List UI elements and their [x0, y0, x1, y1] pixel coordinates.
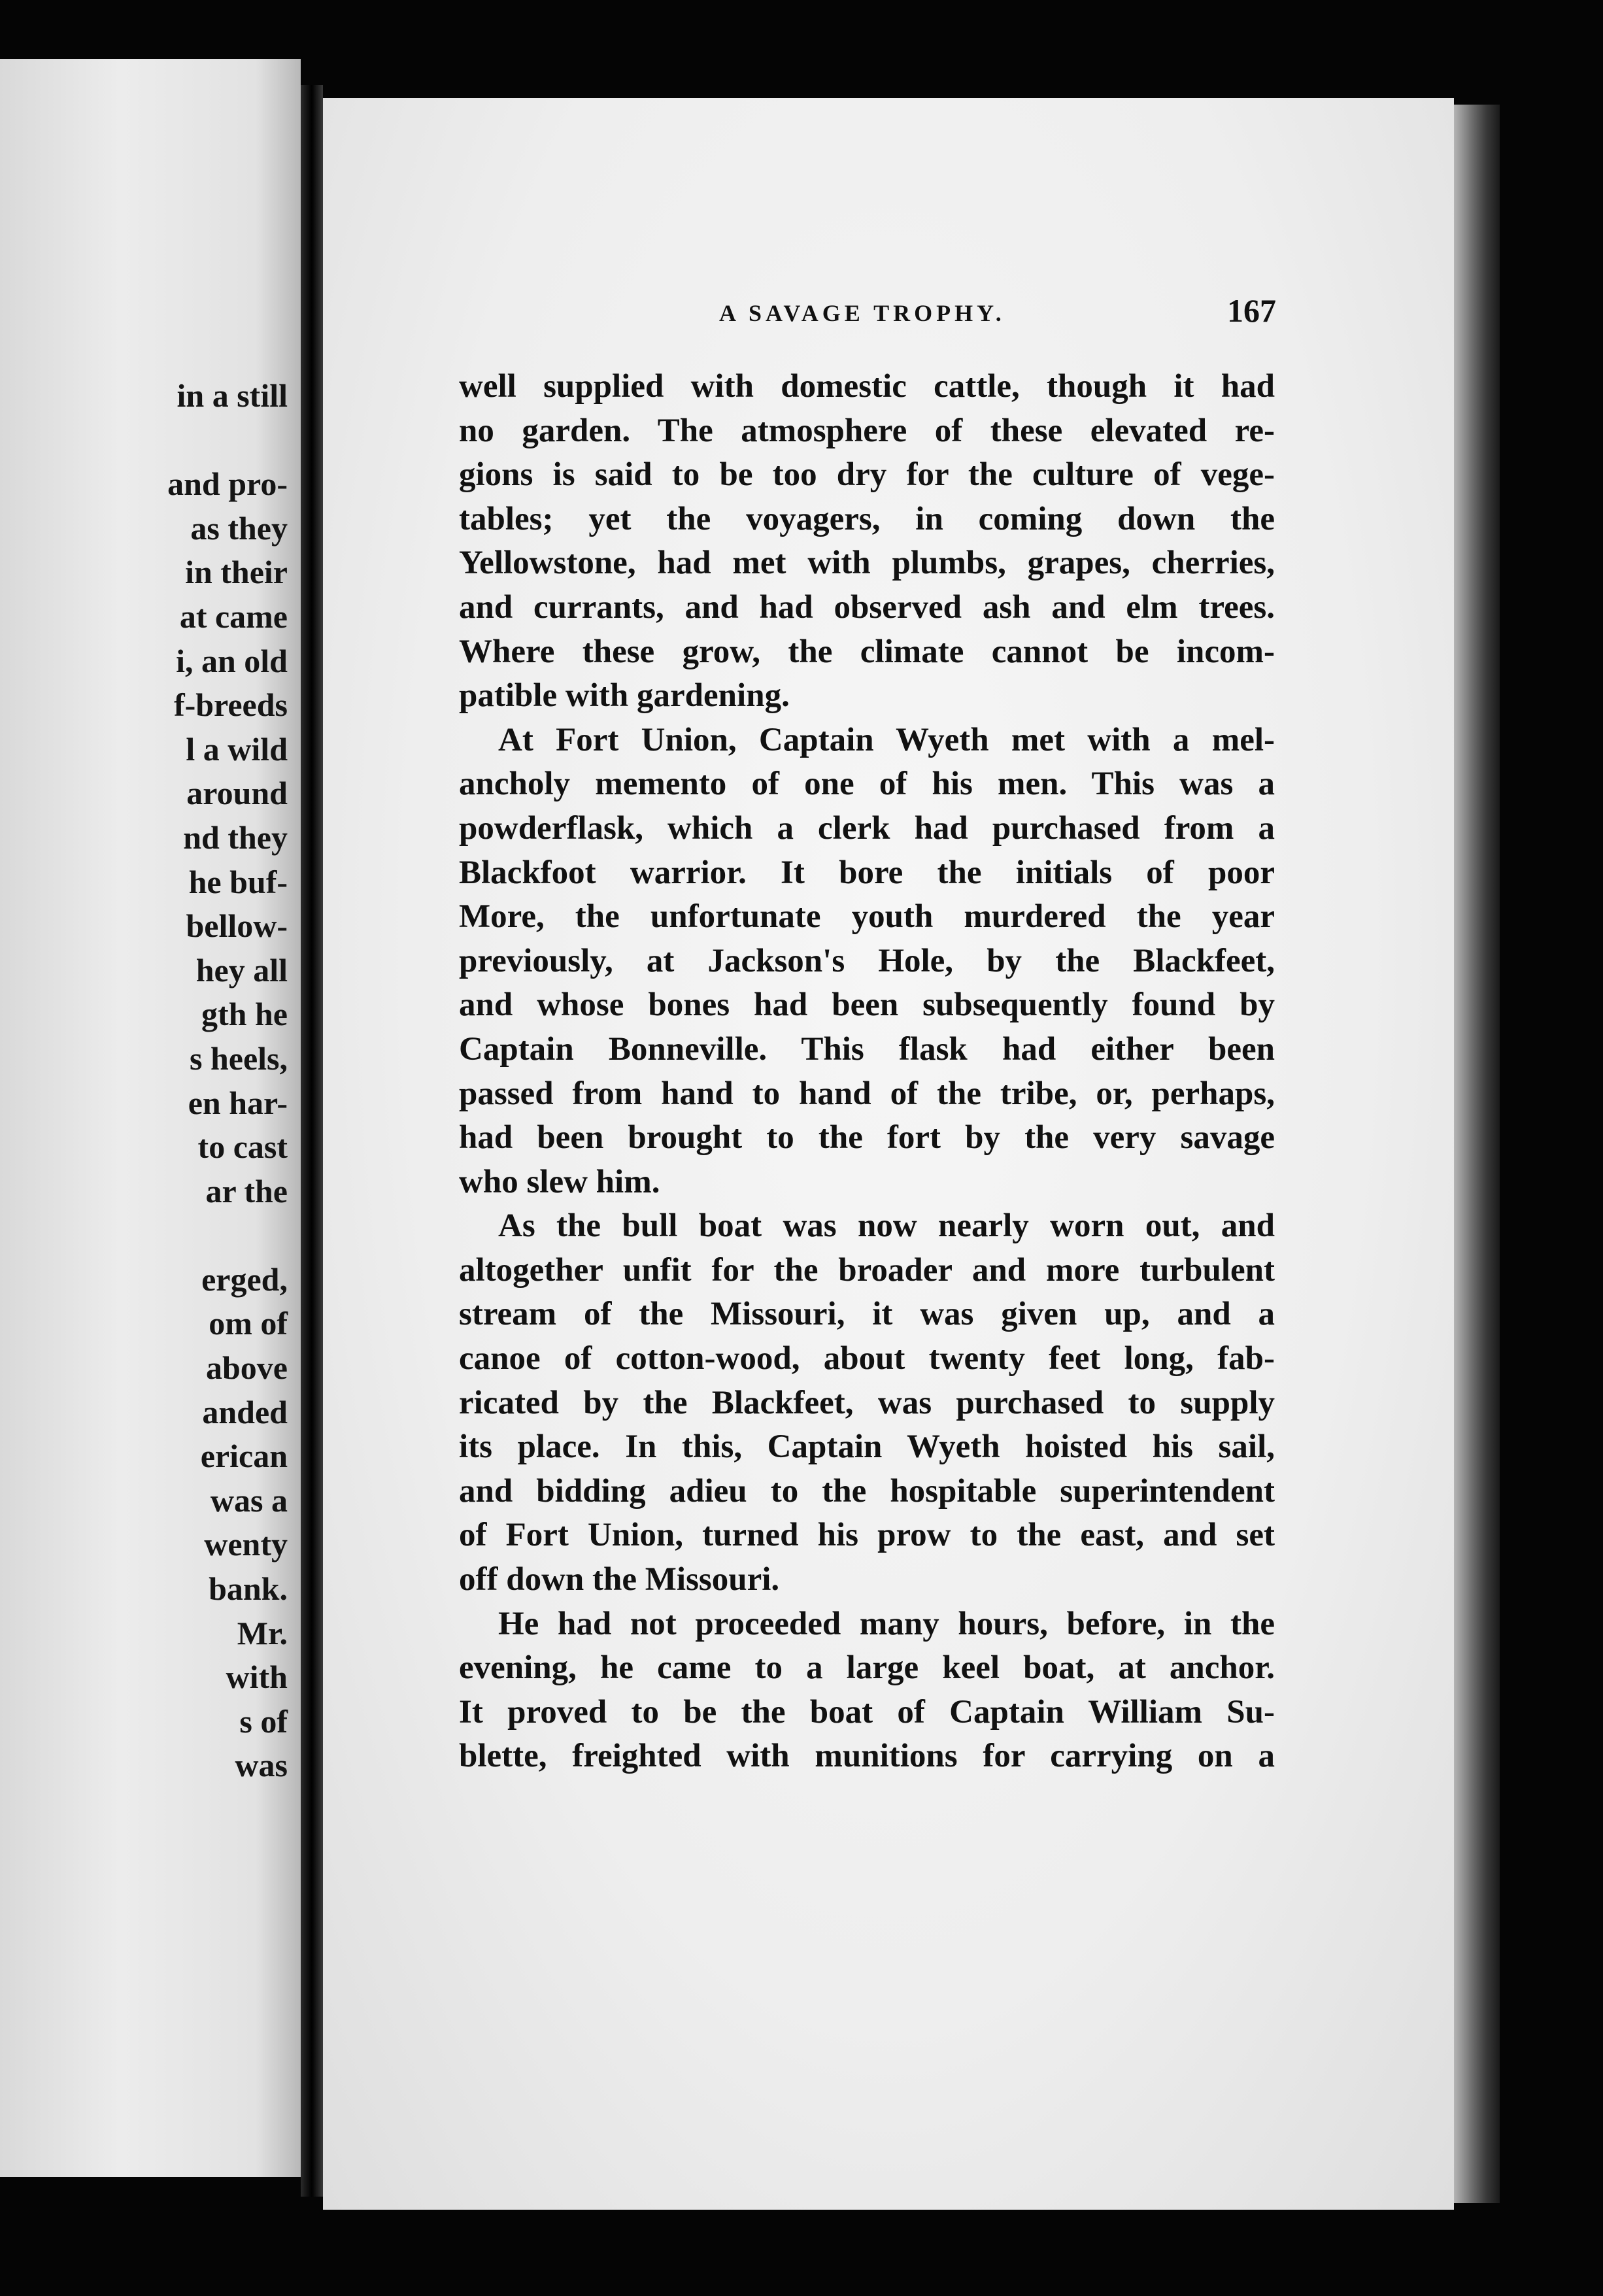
text-line: ancholy memento of one of his men. This was a — [459, 766, 1275, 803]
previous-page-line: nd they — [183, 819, 288, 856]
text-line: evening, he came to a large keel boat, at anchor. — [459, 1649, 1275, 1687]
paragraph — [459, 1204, 1275, 1602]
text-line: canoe of cotton-wood, about twenty feet long, fab- — [459, 1340, 1275, 1377]
previous-page-line: anded — [202, 1393, 288, 1430]
text-line: stream of the Missouri, it was given up, and a — [459, 1296, 1275, 1333]
previous-page-text — [0, 374, 288, 1788]
text-line: Blackfoot warrior. It bore the initials of poor — [459, 854, 1275, 891]
previous-page-line: gth he — [201, 996, 288, 1033]
previous-page-line: s of — [239, 1702, 288, 1740]
text-line: Captain Bonneville. This flask had either been — [459, 1030, 1275, 1068]
text-line: More, the unfortunate youth murdered the year — [459, 898, 1275, 936]
text-line: It proved to be the boat of Captain William Su- — [459, 1693, 1275, 1730]
book-gutter — [301, 85, 323, 2197]
text-line: As the bull boat was now nearly worn out, and — [498, 1207, 1275, 1245]
previous-page-line: en har- — [188, 1084, 288, 1121]
previous-page-line: in their — [185, 554, 288, 591]
previous-page-line: i, an old — [176, 642, 288, 679]
text-line: At Fort Union, Captain Wyeth met with a mel- — [498, 721, 1275, 758]
previous-page-line: hey all — [195, 951, 288, 988]
previous-page-line: s heels, — [190, 1039, 288, 1077]
text-line: no garden. The atmosphere of these elevated re- — [459, 412, 1275, 449]
paragraph — [459, 1602, 1275, 1779]
text-line: He had not proceeded many hours, before, in the — [498, 1605, 1275, 1642]
previous-page-line: was a — [210, 1481, 288, 1519]
previous-page-line: in a still — [177, 377, 288, 414]
text-line: gions is said to be too dry for the culture of vege- — [459, 456, 1275, 494]
paragraph — [459, 718, 1275, 1205]
text-line: powderflask, which a clerk had purchased from a — [459, 809, 1275, 847]
previous-page-line: was — [235, 1747, 288, 1784]
previous-page-line: ar the — [205, 1172, 288, 1209]
text-line: had been brought to the fort by the very savage — [459, 1119, 1275, 1156]
text-line: Where these grow, the climate cannot be incom- — [459, 633, 1275, 670]
previous-page-line: to cast — [197, 1128, 288, 1166]
previous-page-line: f-breeds — [173, 686, 288, 724]
previous-page-line: and pro- — [167, 465, 288, 503]
previous-page-line: l a wild — [186, 730, 288, 768]
text-line: ricated by the Blackfeet, was purchased to supply — [459, 1384, 1275, 1421]
previous-page-line: Mr. — [237, 1614, 288, 1651]
page-fore-edge — [1454, 105, 1500, 2203]
text-line: patible with gardening. — [459, 677, 790, 715]
previous-page-line — [0, 418, 288, 463]
previous-page-line: erged, — [201, 1260, 288, 1298]
previous-page-line: om of — [209, 1305, 288, 1342]
previous-page-line: bellow- — [186, 907, 288, 945]
previous-page-line — [0, 1213, 288, 1258]
text-line: and whose bones had been subsequently found by — [459, 987, 1275, 1024]
text-line: altogether unfit for the broader and more turbulent — [459, 1251, 1275, 1289]
previous-page-line: erican — [200, 1438, 288, 1475]
text-line: of Fort Union, turned his prow to the east, and set — [459, 1517, 1275, 1554]
page-body-text — [459, 365, 1275, 1779]
text-line: passed from hand to hand of the tribe, or, perhaps, — [459, 1075, 1275, 1112]
text-line: and currants, and had observed ash and elm trees. — [459, 588, 1275, 626]
running-head — [719, 294, 1281, 333]
text-line: and bidding adieu to the hospitable superintendent — [459, 1472, 1275, 1510]
previous-page-line: he buf- — [188, 863, 288, 900]
page-number: 167 — [1227, 292, 1276, 329]
previous-page-line: bank. — [209, 1570, 288, 1608]
text-line: its place. In this, Captain Wyeth hoisted his sail, — [459, 1428, 1275, 1466]
text-line: tables; yet the voyagers, in coming down the — [459, 500, 1275, 537]
text-line: well supplied with domestic cattle, though it had — [459, 368, 1275, 405]
previous-page-line: above — [206, 1349, 288, 1387]
previous-page-line: at came — [179, 598, 288, 635]
text-line: previously, at Jackson's Hole, by the Blackfeet, — [459, 942, 1275, 979]
previous-page-line: with — [226, 1659, 288, 1696]
previous-page-line: wenty — [204, 1526, 288, 1563]
text-line: Yellowstone, had met with plumbs, grapes, cherries, — [459, 545, 1275, 582]
previous-page-line: around — [186, 775, 288, 812]
running-head-title: A SAVAGE TROPHY. — [719, 300, 1005, 326]
text-line: blette, freighted with munitions for carrying on a — [459, 1738, 1275, 1775]
text-line: off down the Missouri. — [459, 1561, 780, 1598]
previous-page-line: as they — [190, 509, 288, 547]
paragraph — [459, 365, 1275, 718]
text-line: who slew him. — [459, 1163, 660, 1200]
